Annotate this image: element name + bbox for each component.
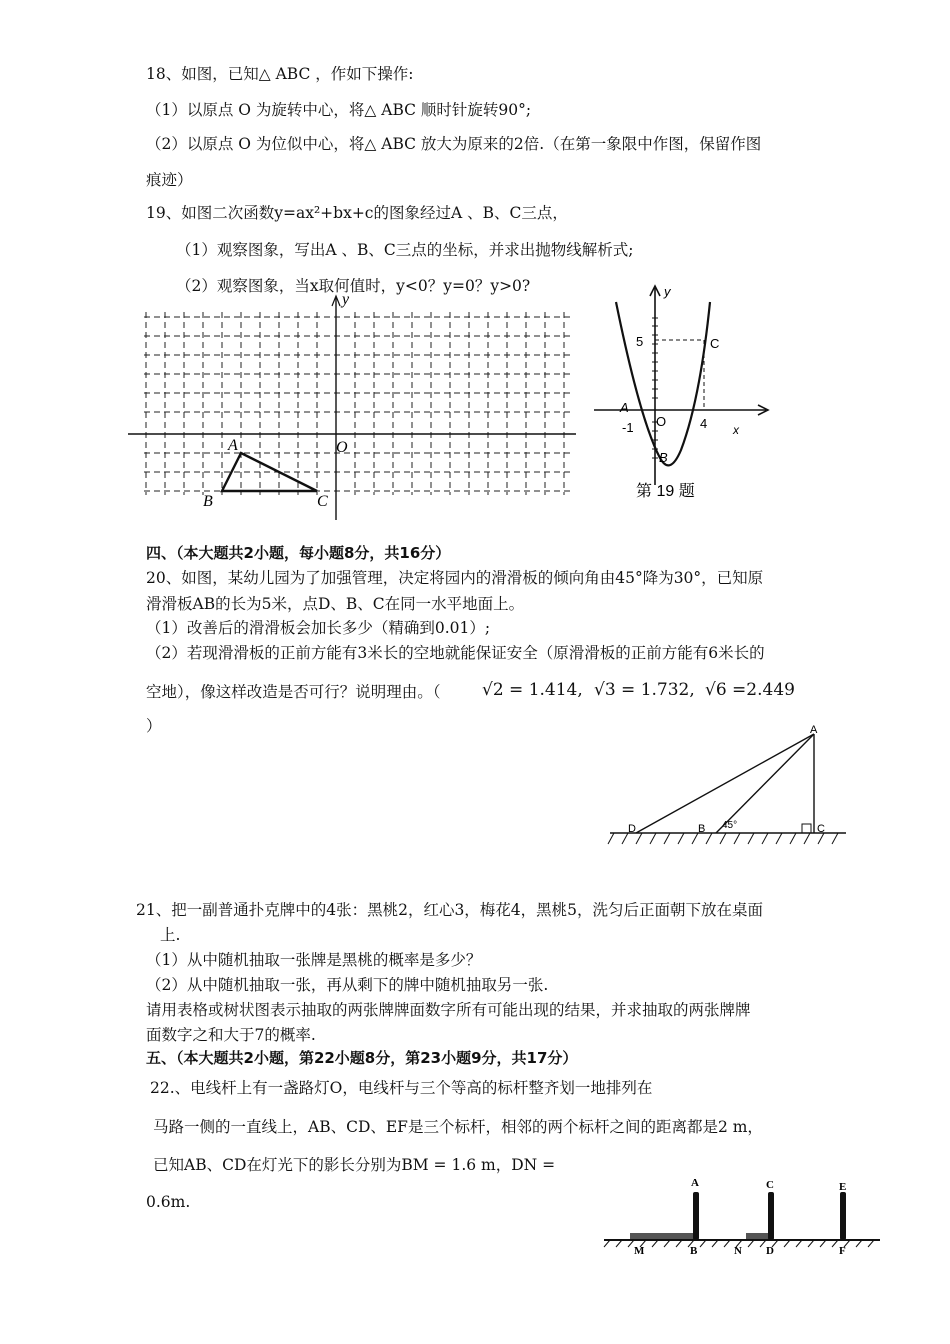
slide-point-b: B	[698, 823, 706, 835]
slide-ad	[636, 734, 814, 833]
parabola-x-label: x	[733, 423, 739, 437]
shadow-dn	[746, 1233, 771, 1239]
ground-label-f: F	[839, 1245, 846, 1257]
figure-19-caption: 第 19 题	[636, 483, 695, 500]
slide-ab	[716, 734, 814, 833]
parabola-point-a: A	[620, 400, 629, 415]
q20-line5: 空地），像这样改造是否可行？说明理由。（	[146, 683, 441, 701]
ground-label-n: N	[734, 1245, 742, 1257]
grid-point-b: B	[203, 493, 213, 510]
pole-ef	[840, 1192, 846, 1240]
grid-lines	[144, 312, 571, 495]
parabola-tick-4: 4	[700, 416, 708, 431]
q21-line4: （2）从中随机抽取一张，再从剩下的牌中随机抽取另一张.	[146, 976, 549, 994]
section-5-heading: 五、（本大题共2小题，第22小题8分，第23小题9分，共17分）	[146, 1049, 578, 1067]
poles-figure	[600, 1170, 885, 1260]
q21-line3: （1）从中随机抽取一张牌是黑桃的概率是多少？	[146, 951, 482, 969]
q19-line2: （1）观察图象，写出A 、B、C三点的坐标，并求出抛物线解析式;	[176, 241, 634, 259]
q21-line6: 面数字之和大于7的概率.	[146, 1026, 316, 1044]
q21-line2: 上.	[160, 926, 181, 944]
q20-line1: 20、如图，某幼儿园为了加强管理，决定将园内的滑滑板的倾向角由45°降为30°，已知原	[146, 569, 764, 587]
q20-line6: ）	[146, 717, 162, 735]
q19-line1: 19、如图二次函数y=ax²+bx+c的图象经过A 、B、C三点，	[146, 204, 568, 222]
pole-cd	[768, 1192, 774, 1240]
q21-line5: 请用表格或树状图表示抽取的两张牌牌面数字所有可能出现的结果，并求抽取的两张牌牌	[146, 1001, 751, 1019]
slide-point-c: C	[817, 823, 825, 835]
parabola-curve	[616, 302, 710, 465]
q18-line4: 痕迹）	[146, 171, 193, 189]
slide-angle-label: 45°	[722, 820, 738, 831]
grid-origin-label: O	[336, 439, 348, 456]
slide-figure	[606, 722, 851, 852]
q22-line2: 马路一侧的一直线上，AB、CD、EF是三个标杆，相邻的两个标杆之间的距离都是2 m，	[153, 1118, 763, 1136]
q22-line3: 已知AB、CD在灯光下的影长分别为BM = 1.6 m，DN =	[153, 1156, 556, 1174]
parabola-point-c: C	[710, 336, 720, 351]
pole-label-a: A	[691, 1177, 699, 1189]
ground-label-d: D	[766, 1245, 774, 1257]
q21-line1: 21、把一副普通扑克牌中的4张：黑桃2，红心3，梅花4，黑桃5，洗匀后正面朝下放在桌面	[136, 901, 764, 919]
parabola-tick-5: 5	[636, 334, 644, 349]
q20-line4: （2）若现滑滑板的正前方能有3米长的空地就能保证安全（原滑滑板的正前方能有6米长的	[146, 644, 765, 662]
q20-sqrt3: √3 = 1.732,	[594, 680, 695, 700]
q22-line1: 22.、电线杆上有一盏路灯O，电线杆与三个等高的标杆整齐划一地排列在	[150, 1079, 653, 1097]
q20-sqrt2: √2 = 1.414,	[482, 680, 583, 700]
ground-label-m: M	[634, 1245, 645, 1257]
pole-label-e: E	[839, 1181, 847, 1193]
q18-line1: 18、如图，已知△ ABC ，作如下操作:	[146, 65, 414, 83]
q20-sqrt6: √6 =2.449	[705, 680, 795, 700]
grid-point-c: C	[317, 493, 328, 510]
slide-point-d: D	[628, 823, 636, 835]
shadow-bm	[630, 1233, 695, 1239]
q20-line3: （1）改善后的滑滑板会加长多少（精确到0.01）;	[146, 619, 491, 637]
q22-line4: 0.6m.	[146, 1193, 191, 1211]
q19-line3: （2）观察图象，当x取何值时，y<0？y=0？y>0?	[176, 277, 531, 295]
pole-ab	[693, 1192, 699, 1240]
grid-figure	[126, 290, 581, 522]
parabola-point-b: B	[659, 450, 668, 465]
grid-y-label: y	[342, 291, 350, 308]
parabola-y-label: y	[664, 284, 671, 299]
q18-line3: （2）以原点 O 为位似中心，将△ ABC 放大为原来的2倍.（在第一象限中作图，保留作图	[146, 135, 762, 153]
parabola-tick-neg1: -1	[622, 420, 634, 435]
parabola-origin-label: O	[656, 414, 667, 429]
q18-line2: （1）以原点 O 为旋转中心，将△ ABC 顺时针旋转90°;	[146, 101, 532, 119]
q20-line2: 滑滑板AB的长为5米，点D、B、C在同一水平地面上。	[146, 595, 525, 613]
parabola-figure	[588, 280, 778, 505]
slide-point-a: A	[810, 724, 818, 736]
ground-label-b: B	[690, 1245, 698, 1257]
pole-label-c: C	[766, 1179, 774, 1191]
grid-point-a: A	[228, 437, 238, 454]
section-4-heading: 四、（本大题共2小题，每小题8分，共16分）	[146, 544, 451, 562]
